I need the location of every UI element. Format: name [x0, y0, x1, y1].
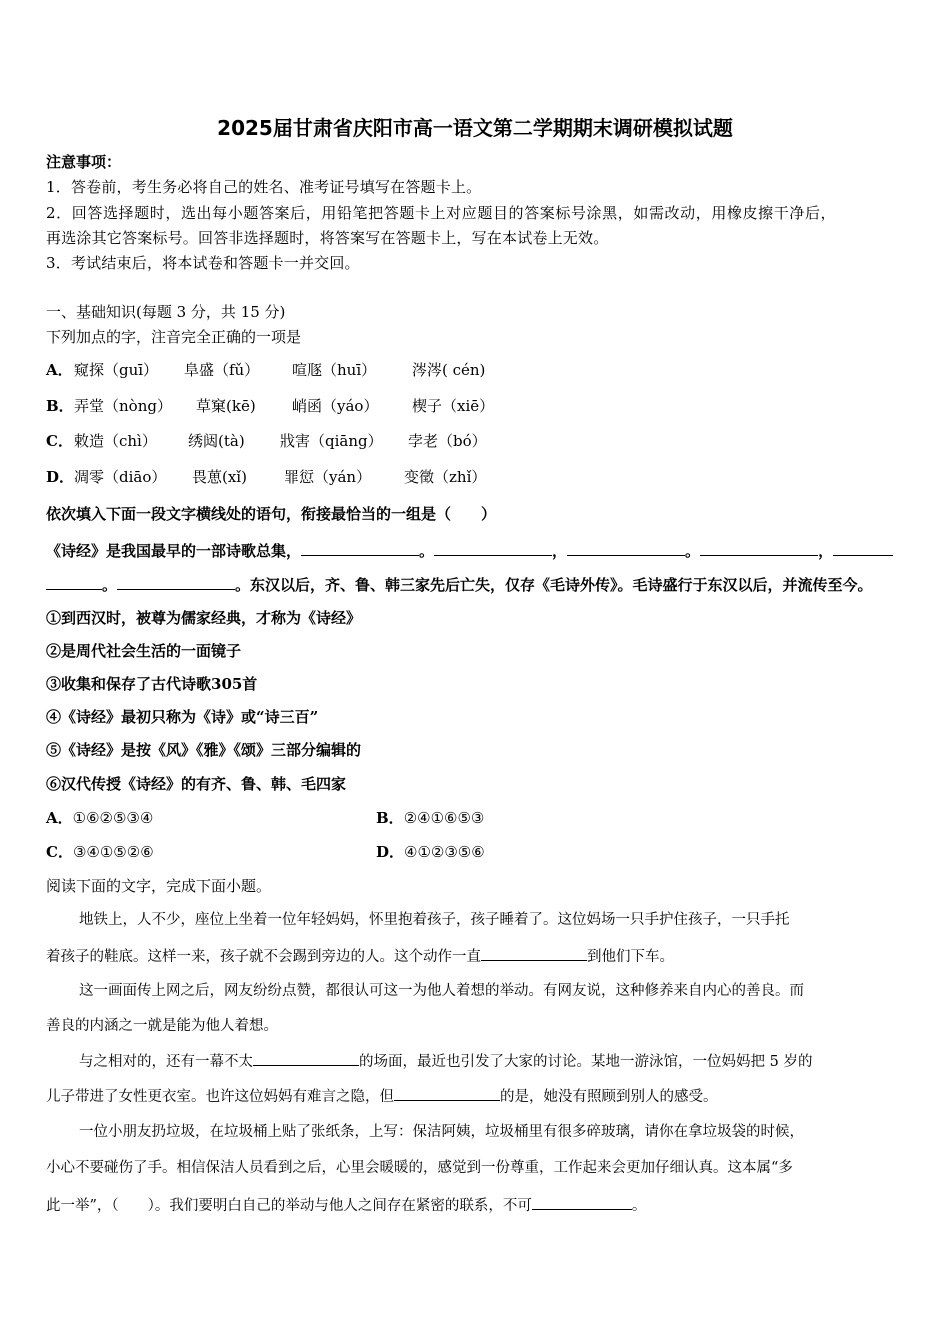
- question-stem: 下列加点的字，注音完全正确的一项是: [46, 328, 302, 346]
- blank-line: [117, 575, 235, 590]
- option-label: D．: [46, 468, 75, 486]
- option-label: D．: [376, 843, 405, 861]
- reading-intro: 阅读下面的文字，完成下面小题。: [46, 877, 272, 895]
- blank-line: [481, 946, 587, 961]
- blank-line: [833, 541, 893, 556]
- paragraph-line: 善良的内涵之一就是能为他人着想。: [46, 1018, 278, 1034]
- paragraph-text: 着孩子的鞋底。这样一来，孩子就不会踢到旁边的人。这个动作一直: [46, 949, 481, 965]
- sentence-item: ①到西汉时，被尊为儒家经典，才称为《诗经》: [46, 609, 362, 627]
- option-text: ①⑥②⑤③④: [72, 809, 154, 827]
- option-row-a: [46, 360, 486, 380]
- option-text: ③④①⑤②⑥: [72, 843, 154, 861]
- blank-line: [532, 1195, 632, 1210]
- option-word: 阜盛（fǔ）: [184, 361, 260, 379]
- option-word: 窥探（guī）: [74, 361, 159, 379]
- option-text: ④①②③⑤⑥: [404, 843, 485, 861]
- option-word: 凋零（diāo）: [74, 468, 167, 486]
- option-word: 峭函（yáo）: [292, 397, 379, 415]
- exam-title: 2025届甘肃省庆阳市高一语文第二学期期末调研模拟试题: [217, 116, 733, 140]
- option-word: 罪愆（yán）: [284, 468, 372, 486]
- answer-row: [46, 842, 485, 862]
- option-word: 变徵（zhǐ）: [404, 468, 487, 486]
- section-header: 一、基础知识(每题 3 分，共 15 分): [46, 303, 286, 321]
- option-text: ②④①⑥⑤③: [403, 809, 485, 827]
- notice-item-2-cont: 再选涂其它答案标号。回答非选择题时，将答案写在答题卡上，写在本试卷上无效。: [46, 229, 609, 247]
- paragraph-line: [46, 1086, 718, 1107]
- blank-line: [394, 1086, 500, 1101]
- sentence-item: ⑤《诗经》是按《风》《雅》《颂》三部分编辑的: [46, 741, 362, 759]
- option-word: 畏葸(xǐ): [192, 468, 247, 486]
- notice-item-1: 1．答卷前，考生务必将自己的姓名、准考证号填写在答题卡上。: [46, 178, 482, 196]
- paragraph-text: 儿子带进了女性更衣室。也许这位妈妈有难言之隐，但: [46, 1089, 394, 1105]
- paragraph-line: 地铁上，人不少，座位上坐着一位年轻妈妈，怀里抱着孩子，孩子睡着了。这位妈场一只手护住孩子，一只手托: [79, 912, 790, 928]
- passage-line: 《诗经》是我国最早的一部诗歌总集， 。 ， 。 ，: [46, 541, 893, 561]
- passage-text: 。东汉以后，齐、鲁、韩三家先后亡失，仅存《毛诗外传》。毛诗盛行于东汉以后，并流传至今。: [235, 576, 873, 594]
- blank-line: [700, 541, 818, 556]
- paragraph-line: 一位小朋友扔垃圾，在垃圾桶上贴了张纸条，上写：保洁阿姨，垃圾桶里有很多碎玻璃，请你在拿垃圾袋的时候，: [79, 1124, 804, 1140]
- option-word: 楔子（xiē）: [412, 397, 495, 415]
- blank-line: [301, 541, 419, 556]
- option-label: A．: [46, 361, 73, 379]
- blank-line: [253, 1051, 359, 1066]
- option-word: 草窠(kē): [196, 397, 256, 415]
- option-word: 涔涔( cén): [412, 361, 486, 379]
- paragraph-text: 与之相对的，还有一幕不太: [79, 1054, 253, 1070]
- sentence-item: ⑥汉代传授《诗经》的有齐、鲁、韩、毛四家: [46, 775, 347, 793]
- option-row-c: [46, 431, 487, 451]
- option-word: 喧豗（huī）: [292, 361, 377, 379]
- option-row-d: [46, 467, 487, 487]
- answer-row: [46, 808, 485, 828]
- option-word: 戕害（qiāng）: [280, 432, 383, 450]
- paragraph-line: 小心不要碰伤了手。相信保洁人员看到之后，心里会暖暖的，感觉到一份尊重，工作起来会更加仔细认真。这本属“多: [46, 1160, 793, 1176]
- option-word: 弄堂（nòng）: [74, 397, 172, 415]
- option-word: 绣闼(tà): [188, 432, 245, 450]
- paragraph-line: 这一画面传上网之后，网友纷纷点赞，都很认可这一为他人着想的举动。有网友说，这种修养来自内心的善良。而: [79, 983, 804, 999]
- blank-line: [434, 541, 552, 556]
- paragraph-text: 此一举”，（ ）。我们要明白自己的举动与他人之间存在紧密的联系，不可: [46, 1198, 532, 1214]
- paragraph-text: 的是，她没有照顾到别人的感受。: [500, 1089, 718, 1105]
- option-label: B．: [46, 397, 74, 415]
- option-label: C．: [46, 432, 73, 450]
- paragraph-line: [46, 1195, 646, 1216]
- blank-line: [567, 541, 685, 556]
- paragraph-line: [79, 1051, 812, 1072]
- blank-line: [46, 575, 102, 590]
- option-label: B．: [376, 809, 404, 827]
- question-stem: 依次填入下面一段文字横线处的语句，衔接最恰当的一组是（ ）: [46, 505, 497, 523]
- sentence-item: ③收集和保存了古代诗歌305首: [46, 675, 258, 693]
- passage-text: 《诗经》是我国最早的一部诗歌总集，: [46, 542, 302, 560]
- sentence-item: ②是周代社会生活的一面镜子: [46, 642, 242, 660]
- option-word: 敕造（chì）: [74, 432, 157, 450]
- paragraph-text: 到他们下车。: [587, 949, 674, 965]
- paragraph-line: [46, 946, 674, 967]
- option-label: C．: [46, 843, 73, 861]
- option-word: 孛老（bó）: [408, 432, 487, 450]
- notice-item-3: 3．考试结束后，将本试卷和答题卡一并交回。: [46, 254, 360, 272]
- notice-header: 注意事项：: [46, 153, 122, 171]
- paragraph-text: 。: [631, 1198, 647, 1214]
- option-label: A．: [46, 809, 73, 827]
- sentence-item: ④《诗经》最初只称为《诗》或“诗三百”: [46, 708, 319, 726]
- notice-item-2: 2．回答选择题时，选出每小题答案后，用铅笔把答题卡上对应题目的答案标号涂黑，如需改动，用橡皮擦干净后，: [46, 204, 837, 222]
- option-row-b: [46, 396, 495, 416]
- passage-line: 。 。东汉以后，齐、鲁、韩三家先后亡失，仅存《毛诗外传》。毛诗盛行于东汉以后，并流传至今。: [46, 575, 873, 595]
- paragraph-text: 的场面，最近也引发了大家的讨论。某地一游泳馆，一位妈妈把 5 岁的: [359, 1054, 813, 1070]
